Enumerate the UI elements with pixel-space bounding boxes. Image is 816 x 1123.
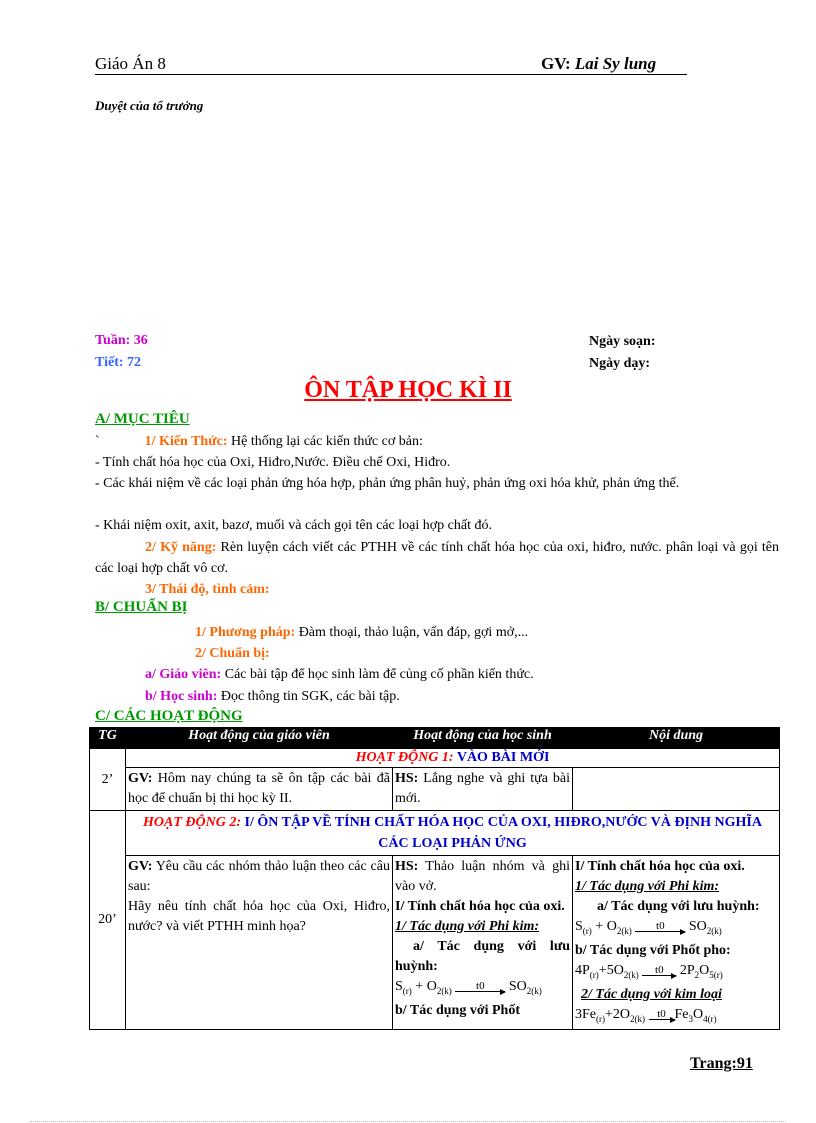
student-prep-line: b/ Học sinh: Đọc thông tin SGK, các bài tập.	[145, 689, 400, 704]
equation-s-o2: $S_{(r)} + O_{2(k)}$ t0 $SO_{2(k)}$	[395, 979, 542, 996]
activity-2-row	[90, 811, 780, 856]
header-teacher-activity: Hoạt động của giáo viên	[126, 728, 393, 749]
section-a-heading: A/ MỤC TIÊU	[95, 411, 190, 427]
header-student-activity: Hoạt động của học sinh	[393, 728, 573, 749]
activity-1-row	[90, 749, 780, 768]
teacher-activity-2: GV: Yêu cầu các nhóm thảo luận theo các câu sau: Hãy nêu tính chất hóa học của Oxi, Hiđro, nước? và viết PTHH minh họa?	[126, 856, 393, 1030]
table-row	[90, 856, 780, 1030]
knowledge-item-3: - Khái niệm oxit, axit, bazơ, muối và cách gọi tên các loại hợp chất đó.	[95, 518, 492, 533]
page-number: Trang:91	[690, 1055, 753, 1072]
student-activity-2: HS: Thảo luận nhóm và ghi vào vở. I/ Tính chất hóa học của oxi. 1/ Tác dụng với Phi kim: a/ Tác dụng với lưu huỳnh: $S_{(r)} + O_{2(k)}$ t0 $SO_{2(k)}$ b/ Tác dụng với Phốt	[393, 856, 573, 1030]
table-header-row	[90, 728, 780, 749]
header-subject: Giáo Án 8	[95, 54, 166, 73]
student-activity-1: HS: Lắng nghe và ghi tựa bài mới.	[393, 768, 573, 811]
tg-cell-2: 20’	[90, 811, 126, 1030]
knowledge-item-2: - Các khái niệm về các loại phản ứng hóa hợp, phản ứng phân huỷ, phản ứng oxi hóa khử, phản ứng thế.	[95, 476, 680, 491]
tg-cell-1: 2’	[90, 749, 126, 811]
content-1	[573, 768, 780, 811]
teacher-prep-line: a/ Giáo viên: Các bài tập để học sinh làm để củng cố phần kiến thức.	[145, 667, 534, 682]
header-rule	[95, 74, 687, 75]
preparation-label: 2/ Chuẩn bị:	[195, 646, 270, 661]
attitude-label: 3/ Thái độ, tình cảm:	[145, 582, 270, 597]
teacher-activity-1: GV: Hôm nay chúng ta sẽ ôn tập các bài đã học để chuẩn bị thi học kỳ II.	[126, 768, 393, 811]
knowledge-item-1: - Tính chất hóa học của Oxi, Hiđro,Nước. Điều chế Oxi, Hiđro.	[95, 455, 451, 470]
reaction-arrow: t0	[455, 981, 505, 992]
table-row	[90, 768, 780, 811]
date-taught: Ngày dạy:	[589, 356, 651, 371]
date-prepared: Ngày soạn:	[589, 334, 656, 349]
reaction-arrow: t0	[642, 965, 676, 976]
period-label: Tiết: 72	[95, 355, 142, 370]
bottom-divider	[30, 1121, 786, 1122]
section-b-heading: B/ CHUẨN BỊ	[95, 599, 188, 615]
teacher-prep-label: a/ Giáo viên:	[145, 667, 222, 682]
activity-1-title: HOẠT ĐỘNG 1: VÀO BÀI MỚI	[126, 749, 780, 768]
activities-table	[89, 727, 780, 1030]
skills-label: 2/ Kỹ năng:	[145, 540, 217, 555]
attitude-line	[95, 579, 816, 600]
equation-p-o2: $4P_{(r)}+5O_{2(k)}$ t0 $2P_2O_{5(r)}$	[575, 962, 723, 980]
content-2: I/ Tính chất hóa học của oxi. 1/ Tác dụng với Phi kim: a/ Tác dụng với lưu huỳnh: $S_{(r)} + O_{2(k)}$ t0 $SO_{2(k)}$ b/ Tác dụng với Phốt pho: $4P_{(r)}+5O_{2(k)}$ t0 $2P_2O_{5(r)}$ 2/ Tác dụng với kim loại $3Fe_{(r)}+2O_{2(k)}$ t0 $Fe_3O_{4(r)}$	[573, 856, 780, 1030]
knowledge-label: 1/ Kiến Thức:	[144, 434, 228, 449]
approval-label: Duyệt của tổ trưởng	[95, 98, 204, 113]
lesson-title: ÔN TẬP HỌC KÌ II	[304, 377, 512, 403]
method-line: 1/ Phương pháp: Đàm thoại, thảo luận, vấn đáp, gợi mở,...	[195, 625, 529, 640]
student-prep-label: b/ Học sinh:	[145, 689, 218, 704]
activity-2-title: HOẠT ĐỘNG 2: I/ ÔN TẬP VỀ TÍNH CHẤT HÓA HỌC CỦA OXI, HIĐRO,NƯỚC VÀ ĐỊNH NGHĨA CÁC LOẠI PHẢN ỨNG	[126, 811, 780, 856]
header-tg: TG	[90, 728, 126, 749]
equation-fe-o2: $3Fe_{(r)}+2O_{2(k)}$ t0 $Fe_3O_{4(r)}$	[575, 1006, 717, 1024]
reaction-arrow: t0	[635, 921, 685, 932]
method-label: 1/ Phương pháp:	[195, 625, 296, 640]
preparation-line	[95, 643, 816, 664]
knowledge-line: ` 1/ Kiến Thức: Hệ thống lại các kiến thức cơ bản:	[95, 434, 423, 449]
header-content: Nội dung	[573, 728, 780, 749]
section-c-heading: C/ CÁC HOẠT ĐỘNG	[95, 708, 243, 724]
week-label: Tuần: 36	[95, 333, 148, 348]
skills-paragraph: 2/ Kỹ năng: Rèn luyện cách viết các PTHH về các tính chất hóa học của oxi, hiđro, nước. phân loại và gọi tên các loại hợp chất vô cơ.	[95, 540, 779, 576]
teacher-name: Lai Sy lung	[574, 54, 657, 73]
header-teacher: GV: Lai Sy lung	[541, 54, 657, 73]
equation-s-o2-content: $S_{(r)} + O_{2(k)}$ t0 $SO_{2(k)}$	[575, 919, 722, 936]
reaction-arrow: t0	[649, 1009, 675, 1020]
